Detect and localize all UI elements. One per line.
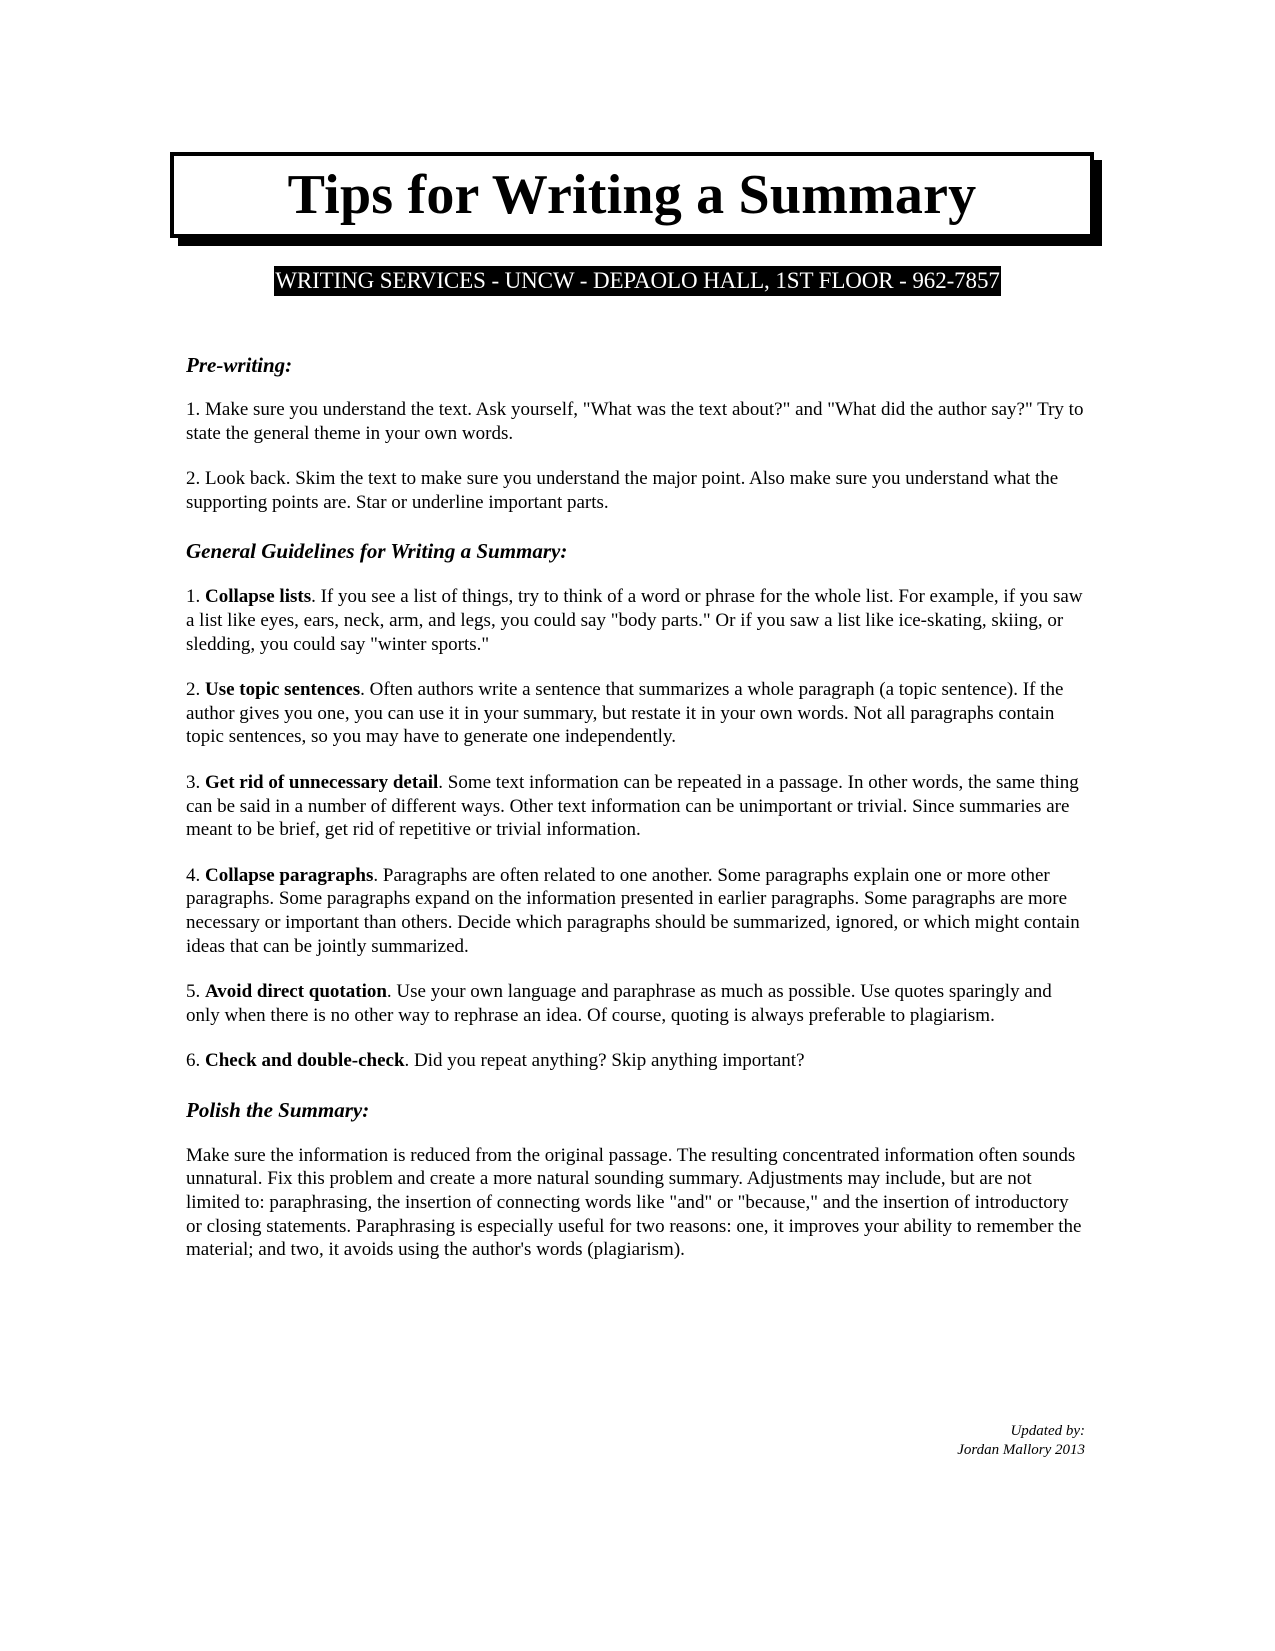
polish-text: Make sure the information is reduced from the original passage. The resulting concentrated information often sounds unnatural. Fix this problem and create a more natural sounding summary. Adjustments may include, but are not limited to: paraphrasing, the insertion of connecting words like "and" or "because," and the insertion of introductory or closing statements. Paraphrasing is especially useful for two reasons: one, it improves your ability to remember the material; and two, it avoids using the author's words (plagiarism).: [186, 1144, 1082, 1261]
guideline-title: Collapse lists: [205, 586, 312, 608]
guideline-number: 5.: [186, 981, 205, 1003]
guideline-item: [186, 980, 1086, 1027]
prewriting-heading: Pre-writing:: [186, 353, 293, 377]
guideline-number: 3.: [186, 771, 205, 793]
guideline-text: . Paragraphs are often related to one another. Some paragraphs explain one or more other paragraphs. Some paragraphs expand on the information presented in earlier paragraphs. Some paragraphs are more necessary or important than others. Decide which paragraphs should be summarized, ignored, or which might contain ideas that can be jointly summarized.: [186, 864, 1080, 957]
guideline-item: [186, 864, 1086, 958]
document-body: [186, 352, 1086, 1262]
guideline-number: 4.: [186, 864, 205, 886]
title-box: [170, 152, 1094, 238]
guideline-number: 1.: [186, 586, 205, 608]
guideline-title: Avoid direct quotation: [205, 981, 387, 1003]
guideline-title: Check and double-check: [205, 1050, 405, 1072]
guideline-text: . Often authors write a sentence that summarizes a whole paragraph (a topic sentence). If the author gives you one, you can use it in your summary, but restate it in your own words. Not all paragraphs contain topic sentences, so you may have to generate one independently.: [186, 679, 1064, 748]
guideline-number: 2.: [186, 679, 205, 701]
credit-label: Updated by:: [1010, 1423, 1085, 1439]
guideline-title: Collapse paragraphs: [205, 864, 374, 886]
polish-heading: Polish the Summary:: [186, 1097, 370, 1122]
prewriting-item: 1. Make sure you understand the text. Ask yourself, "What was the text about?" and "What did the author say?" Try to state the general theme in your own words.: [186, 399, 1084, 444]
page-title: Tips for Writing a Summary: [287, 164, 977, 226]
guideline-title: Get rid of unnecessary detail: [205, 771, 439, 793]
credit-author: Jordan Mallory 2013: [957, 1442, 1085, 1458]
banner-row: [0, 266, 1275, 296]
prewriting-item: 2. Look back. Skim the text to make sure you understand the major point. Also make sure you understand what the supporting points are. Star or underline important parts.: [186, 468, 1059, 513]
guideline-text: . Did you repeat anything? Skip anything important?: [404, 1050, 805, 1072]
guideline-text: . If you see a list of things, try to think of a word or phrase for the whole list. For example, if you saw a list like eyes, ears, neck, arm, and legs, you could say "body parts." Or if you saw a list like ice-skating, skiing, or sledding, you could say "winter sports.": [186, 586, 1083, 655]
guideline-item: [186, 771, 1086, 842]
guideline-text: . Use your own language and paraphrase as much as possible. Use quotes sparingly and only when there is no other way to rephrase an idea. Of course, quoting is always preferable to plagiarism.: [186, 981, 1052, 1026]
guideline-item: [186, 1049, 1086, 1073]
guideline-item: [186, 678, 1086, 749]
guideline-title: Use topic sentences: [205, 679, 361, 701]
guideline-text: . Some text information can be repeated in a passage. In other words, the same thing can be said in a number of different ways. Other text information can be unimportant or trivial. Since summaries are meant to be brief, get rid of repetitive or trivial information.: [186, 771, 1079, 841]
contact-banner: WRITING SERVICES - UNCW - DEPAOLO HALL, 1ST FLOOR - 962-7857: [274, 266, 1001, 296]
guidelines-heading: General Guidelines for Writing a Summary:: [186, 539, 568, 564]
guideline-item: [186, 585, 1086, 656]
credit-block: [957, 1422, 1085, 1460]
guideline-number: 6.: [186, 1050, 205, 1072]
